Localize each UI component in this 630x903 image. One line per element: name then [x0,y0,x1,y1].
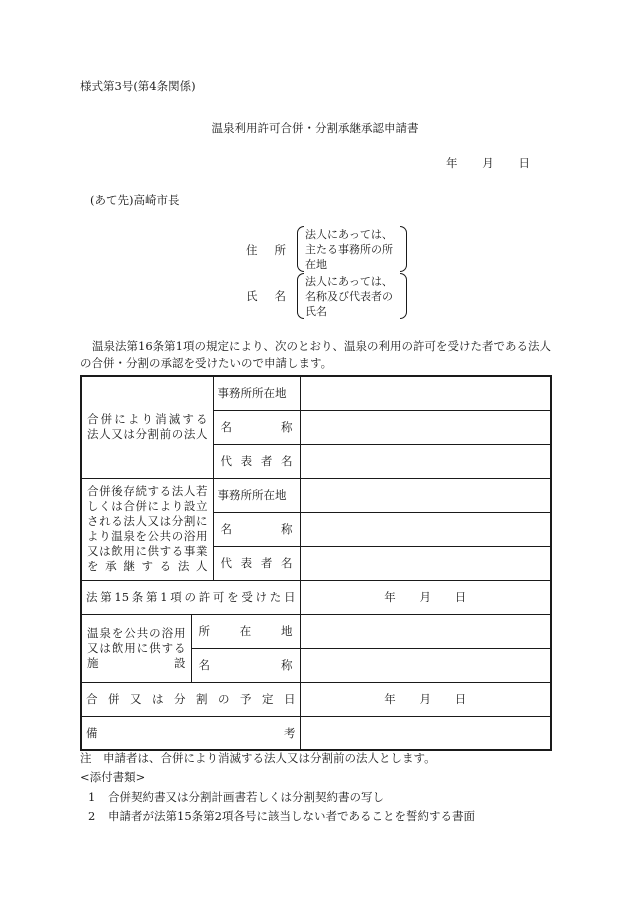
merged-corporation-label [81,376,213,478]
facility-label [81,614,191,682]
section-label-line: 法人又は分割前の法人 [87,427,208,442]
section-label-line: 合併後存続する法人若 [87,484,208,498]
addressee: (あて先)高崎市長 [90,193,180,207]
address-note-line: 在地 [305,258,327,271]
section-label-line: を承継する法人 [87,559,208,573]
application-date [446,158,530,170]
attachment-item [88,811,475,823]
form-number: 様式第3号(第4条関係) [80,79,196,93]
successor-corporation-label [81,478,213,580]
facility-label-line: 又は飲用に供する [87,640,186,655]
section-label-line: される法人又は分割に [87,514,208,528]
scheduled-date-day: 日 [454,692,467,706]
office-address-label: 事務所所在地 [213,376,300,410]
permit-date-month: 月 [419,590,431,604]
address-bracket-left [297,226,304,272]
address-label-1: 住 [246,243,258,257]
name-note-line: 法人にあっては、 [305,275,393,288]
date-day: 日 [518,156,530,170]
attachment-number: 1 [88,790,96,804]
section-label-line: しくは合併により設立 [87,499,208,513]
name-bracket-right [400,273,407,319]
section-label-line: 又は飲用に供する事業 [87,544,208,558]
name-note [305,274,393,319]
attachment-number: 2 [88,809,96,823]
address-label-2: 所 [274,243,286,257]
application-table [80,375,552,751]
name-note-line: 名称及び代表者の [305,290,393,303]
remarks-field[interactable] [300,716,551,750]
merged-office-address-field[interactable] [300,376,551,410]
facility-name-label: 名称 [191,648,300,682]
address-note-line: 主たる事務所の所 [305,243,393,256]
merged-representative-field[interactable] [300,444,551,478]
scheduled-date-year: 年 [384,692,396,706]
successor-representative-field[interactable] [300,546,551,580]
successor-office-address-field[interactable] [300,478,551,512]
name-label-cell: 名称 [213,410,300,444]
date-year: 年 [446,156,458,170]
section-label-line: 合併により消滅する [87,412,208,427]
applicant-note: 注 申請者は、合併により消滅する法人又は分割前の法人とします。 [80,751,436,765]
facility-name-field[interactable] [300,648,551,682]
name-note-line: 氏名 [305,305,327,318]
attachment-item [88,792,384,804]
permit-date-field[interactable] [300,580,551,614]
name-label-1: 氏 [246,289,258,303]
representative-label: 代表者名 [213,444,300,478]
scheduled-date-month: 月 [419,692,431,706]
facility-label-line: 温泉を公共の浴用 [87,625,186,640]
application-statement: 温泉法第16条第1項の規定により、次のとおり、温泉の利用の許可を受けた者である法人の合併・分割の承認を受けたいので申請します。 [80,339,551,370]
remarks-label: 備考 [81,716,300,750]
address-note-line: 法人にあっては、 [305,228,393,241]
section-label-line: より温泉を公共の浴用 [87,529,208,543]
name-label [246,291,286,303]
attachments-heading: <添付書類> [80,770,146,784]
scheduled-date-label: 合併又は分割の予定日 [81,682,300,716]
facility-location-label: 所在地 [191,614,300,648]
scheduled-date-field[interactable] [300,682,551,716]
name-bracket-left [297,273,304,319]
permit-date-year: 年 [384,590,396,604]
permit-date-label: 法第15条第1項の許可を受けた日 [81,580,300,614]
merged-name-field[interactable] [300,410,551,444]
address-label [246,245,286,257]
attachment-text: 申請者が法第15条第2項各号に該当しない者であることを誓約する書面 [108,809,475,823]
attachment-text: 合併契約書又は分割計画書若しくは分割契約書の写し [108,790,384,804]
address-bracket-right [400,226,407,272]
facility-location-field[interactable] [300,614,551,648]
address-note [305,227,393,272]
date-month: 月 [482,156,494,170]
permit-date-day: 日 [454,590,467,604]
facility-label-line: 施設 [87,655,186,670]
document-title: 温泉利用許可合併・分割承継承認申請書 [211,121,419,135]
name-label-cell: 名称 [213,512,300,546]
successor-name-field[interactable] [300,512,551,546]
representative-label: 代表者名 [213,546,300,580]
office-address-label: 事務所所在地 [213,478,300,512]
name-label-2: 名 [274,289,286,303]
